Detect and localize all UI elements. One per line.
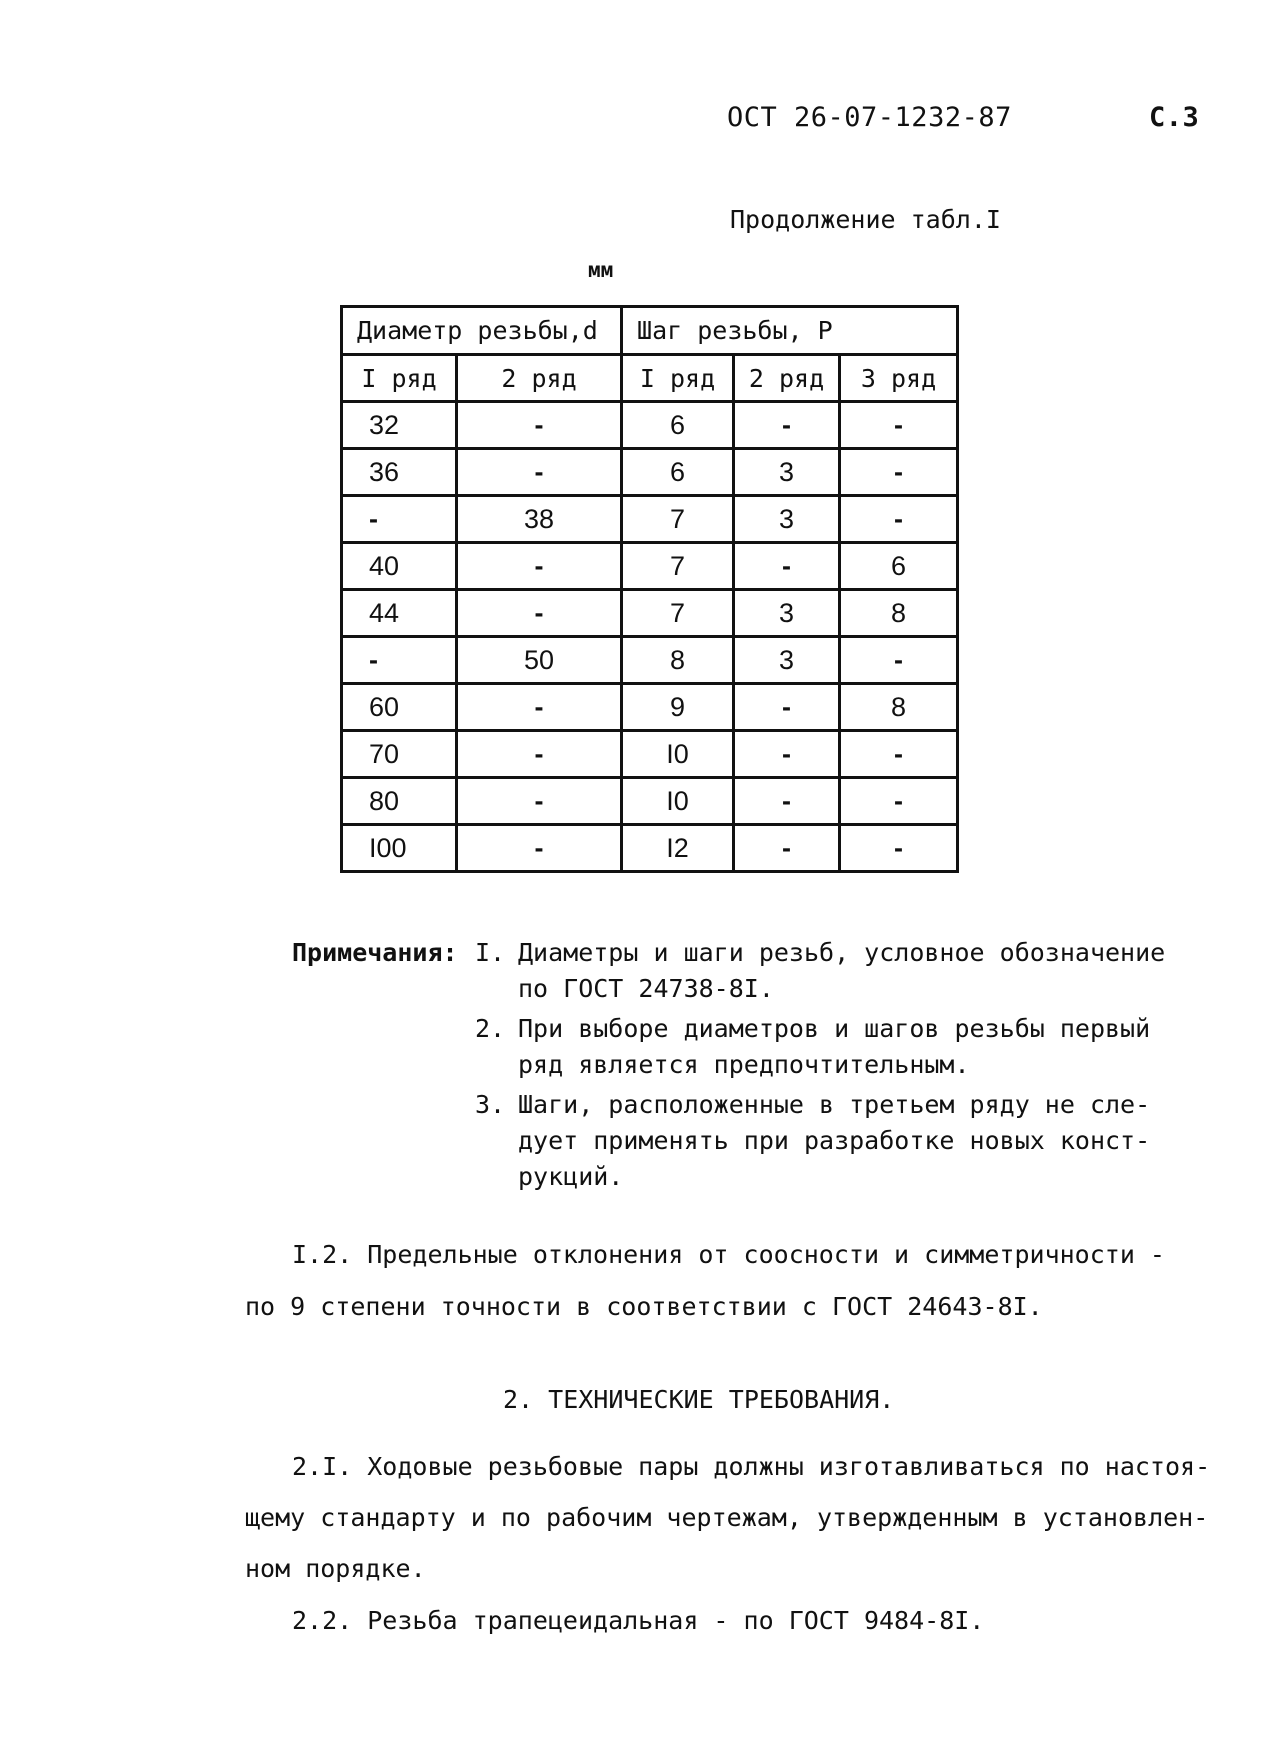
note-number: 2. <box>475 1014 506 1043</box>
table-cell: 8 <box>622 637 734 684</box>
table-cell: - <box>342 637 457 684</box>
table-cell: 7 <box>622 496 734 543</box>
note-line: Шаги, расположенные в третьем ряду не сле- <box>518 1090 1151 1119</box>
document-code: ОСТ 26-07-1232-87 <box>727 102 1012 133</box>
table-row <box>342 637 958 684</box>
table-cell: 9 <box>622 684 734 731</box>
table-cell: - <box>457 449 622 496</box>
note-line: При выборе диаметров и шагов резьбы первый <box>518 1014 1151 1043</box>
table-cell: - <box>840 731 958 778</box>
table-cell: I0 <box>622 731 734 778</box>
thread-parameters-table <box>340 305 959 873</box>
header-diameter-row-2: 2 ряд <box>457 355 622 402</box>
table-cell: 8 <box>840 590 958 637</box>
table-sub-header-row <box>342 355 958 402</box>
table-row <box>342 449 958 496</box>
paragraph-1-2-line-2: по 9 степени точности в соответствии с ГОСТ 24643-8I. <box>245 1292 1043 1321</box>
table-cell: - <box>342 496 457 543</box>
table-cell: 80 <box>342 778 457 825</box>
table-cell: I0 <box>622 778 734 825</box>
table-group-header-row <box>342 307 958 355</box>
table-cell: - <box>457 778 622 825</box>
note-number: I. <box>475 938 506 967</box>
header-pitch-row-1: I ряд <box>622 355 734 402</box>
table-row <box>342 731 958 778</box>
header-thread-pitch: Шаг резьбы, Р <box>622 307 958 355</box>
note-line: Диаметры и шаги резьб, условное обозначение <box>518 938 1166 967</box>
table-cell: - <box>840 778 958 825</box>
table-row <box>342 778 958 825</box>
table-cell: - <box>734 778 840 825</box>
table-cell: 6 <box>622 449 734 496</box>
table-cell: 8 <box>840 684 958 731</box>
note-line: ряд является предпочтительным. <box>518 1050 970 1079</box>
table-cell: - <box>734 731 840 778</box>
paragraph-1-2-line-1: I.2. Предельные отклонения от соосности и симметричности - <box>292 1240 1165 1269</box>
table-row <box>342 684 958 731</box>
table-cell: - <box>734 684 840 731</box>
table-cell: - <box>734 402 840 449</box>
table-cell: 7 <box>622 543 734 590</box>
table-cell: 6 <box>622 402 734 449</box>
table-cell: - <box>734 825 840 872</box>
table-cell: I2 <box>622 825 734 872</box>
table-row <box>342 825 958 872</box>
table-cell: 3 <box>734 496 840 543</box>
page-number: С.3 <box>1149 102 1200 133</box>
table-cell: 40 <box>342 543 457 590</box>
table-cell: - <box>840 637 958 684</box>
table-cell: - <box>457 825 622 872</box>
table-cell: 50 <box>457 637 622 684</box>
table-cell: - <box>840 449 958 496</box>
table-row <box>342 496 958 543</box>
table-cell: 6 <box>840 543 958 590</box>
table-cell: I00 <box>342 825 457 872</box>
note-line: дует применять при разработке новых конст- <box>518 1126 1151 1155</box>
table-units: мм <box>588 258 614 282</box>
paragraph-2-2: 2.2. Резьба трапецеидальная - по ГОСТ 9484-8I. <box>292 1606 985 1635</box>
note-number: 3. <box>475 1090 506 1119</box>
table-cell: 3 <box>734 590 840 637</box>
paragraph-2-1-line-1: 2.I. Ходовые резьбовые пары должны изготавливаться по настоя- <box>292 1452 1211 1481</box>
table-cell: 38 <box>457 496 622 543</box>
notes-label: Примечания: <box>292 938 458 967</box>
header-pitch-row-2: 2 ряд <box>734 355 840 402</box>
table-cell: - <box>840 825 958 872</box>
table-cell: 36 <box>342 449 457 496</box>
header-pitch-row-3: 3 ряд <box>840 355 958 402</box>
table-cell: 70 <box>342 731 457 778</box>
section-2-title: 2. ТЕХНИЧЕСКИЕ ТРЕБОВАНИЯ. <box>503 1385 895 1414</box>
table-cell: 44 <box>342 590 457 637</box>
table-cell: - <box>457 731 622 778</box>
header-thread-diameter: Диаметр резьбы,d <box>342 307 622 355</box>
table-cell: - <box>457 402 622 449</box>
table-cell: - <box>457 684 622 731</box>
table-cell: 60 <box>342 684 457 731</box>
table-cell: - <box>457 543 622 590</box>
table-cell: 32 <box>342 402 457 449</box>
table-row <box>342 402 958 449</box>
table-row <box>342 590 958 637</box>
note-line: по ГОСТ 24738-8I. <box>518 974 774 1003</box>
table-cell: - <box>734 543 840 590</box>
table-cell: 7 <box>622 590 734 637</box>
table-cell: 3 <box>734 449 840 496</box>
table-cell: 3 <box>734 637 840 684</box>
table-cell: - <box>457 590 622 637</box>
table-cell: - <box>840 402 958 449</box>
table-cell: - <box>840 496 958 543</box>
table-row <box>342 543 958 590</box>
paragraph-2-1-line-2: щему стандарту и по рабочим чертежам, утвержденным в установлен- <box>245 1503 1209 1532</box>
table-caption: Продолжение табл.I <box>730 205 1001 234</box>
note-line: рукций. <box>518 1162 624 1191</box>
header-diameter-row-1: I ряд <box>342 355 457 402</box>
paragraph-2-1-line-3: ном порядке. <box>245 1554 426 1583</box>
